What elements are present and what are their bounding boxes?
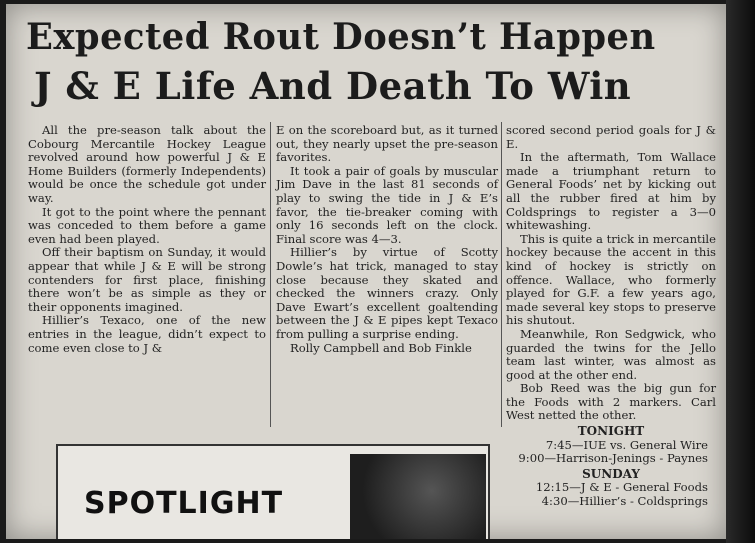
paragraph: Rolly Campbell and Bob Finkle: [290, 340, 472, 355]
paragraph: Meanwhile, Ron Sedgwick, who guarded the twins for the Jello team last winter, was almost as good at the other end.: [506, 326, 716, 382]
paragraph: Off their baptism on Sunday, it would appear that while J & E will be strong contenders for first place, finishing there won’t be as simple as they or their opponents imagined.: [28, 245, 266, 314]
newspaper-clipping: [6, 4, 726, 539]
paragraph: All the pre-season talk about the Cobourg Mercantile Hockey League revolved around how powerful J & E Home Builders (formerly Independents) would be once the schedule got under way.: [28, 123, 266, 205]
paragraph: It took a pair of goals by muscular Jim Dave in the last 81 seconds of play to swing the tide in J & E’s favor, the tie-breaker coming with only 16 seconds left on the clock. Final score was 4—3.: [276, 163, 498, 246]
schedule-line: 4:30—Hillier’s - Coldsprings: [541, 494, 708, 509]
paragraph: In the aftermath, Tom Wallace made a triumphant return to General Foods’ net by kicking out all the rubber fired at him by Coldsprings to register a 3—0 whitewashing.: [506, 150, 716, 233]
schedule-tonight-heading: TONIGHT: [577, 424, 645, 439]
schedule-line: 7:45—IUE vs. General Wire: [545, 437, 708, 452]
schedule-line: 12:15—J & E - General Foods: [535, 480, 708, 495]
paragraph: Hillier’s by virtue of Scotty Dowle’s hat trick, managed to stay close because they skated and checked the winners crazy. Only Dave Ewart’s excellent goaltending between the J & E pipes kept Texaco from pulling a surprise ending.: [276, 245, 498, 341]
paragraph: Bob Reed was the big gun for the Foods with 2 markers. Carl West netted the other.: [506, 381, 716, 423]
headline-line-2: J & E Life And Death To Win: [34, 64, 632, 108]
paragraph: It got to the point where the pennant was conceded to them before a game even had been played.: [28, 204, 266, 246]
paragraph: Hillier’s Texaco, one of the new entries in the league, didn’t expect to come even close to J &: [28, 313, 266, 355]
spotlight-heading: SPOTLIGHT: [84, 486, 284, 521]
schedule-line: 9:00—Harrison-Jenings - Paynes: [518, 451, 708, 466]
schedule: [506, 425, 716, 509]
schedule-sunday-heading: SUNDAY: [582, 466, 640, 481]
column-divider: [501, 122, 502, 427]
article-column-1: [28, 124, 266, 355]
paragraph: This is quite a trick in mercantile hockey because the accent in this kind of hockey is strictly on offence. Wallace, who formerly played for G.F. a few years ago, made several key stops to preserve his shutout.: [506, 231, 716, 328]
spotlight-box: [56, 444, 490, 539]
article-column-2: [276, 124, 498, 355]
paragraph: E on the scoreboard but, as it turned out, they nearly upset the pre-season favorites.: [276, 123, 498, 165]
article-column-3: [506, 124, 716, 509]
photo: [350, 454, 486, 539]
column-divider: [270, 122, 271, 427]
headline-line-1: Expected Rout Doesn’t Happen: [26, 16, 656, 58]
paragraph: scored second period goals for J & E.: [506, 123, 716, 151]
dark-margin: [726, 0, 755, 543]
